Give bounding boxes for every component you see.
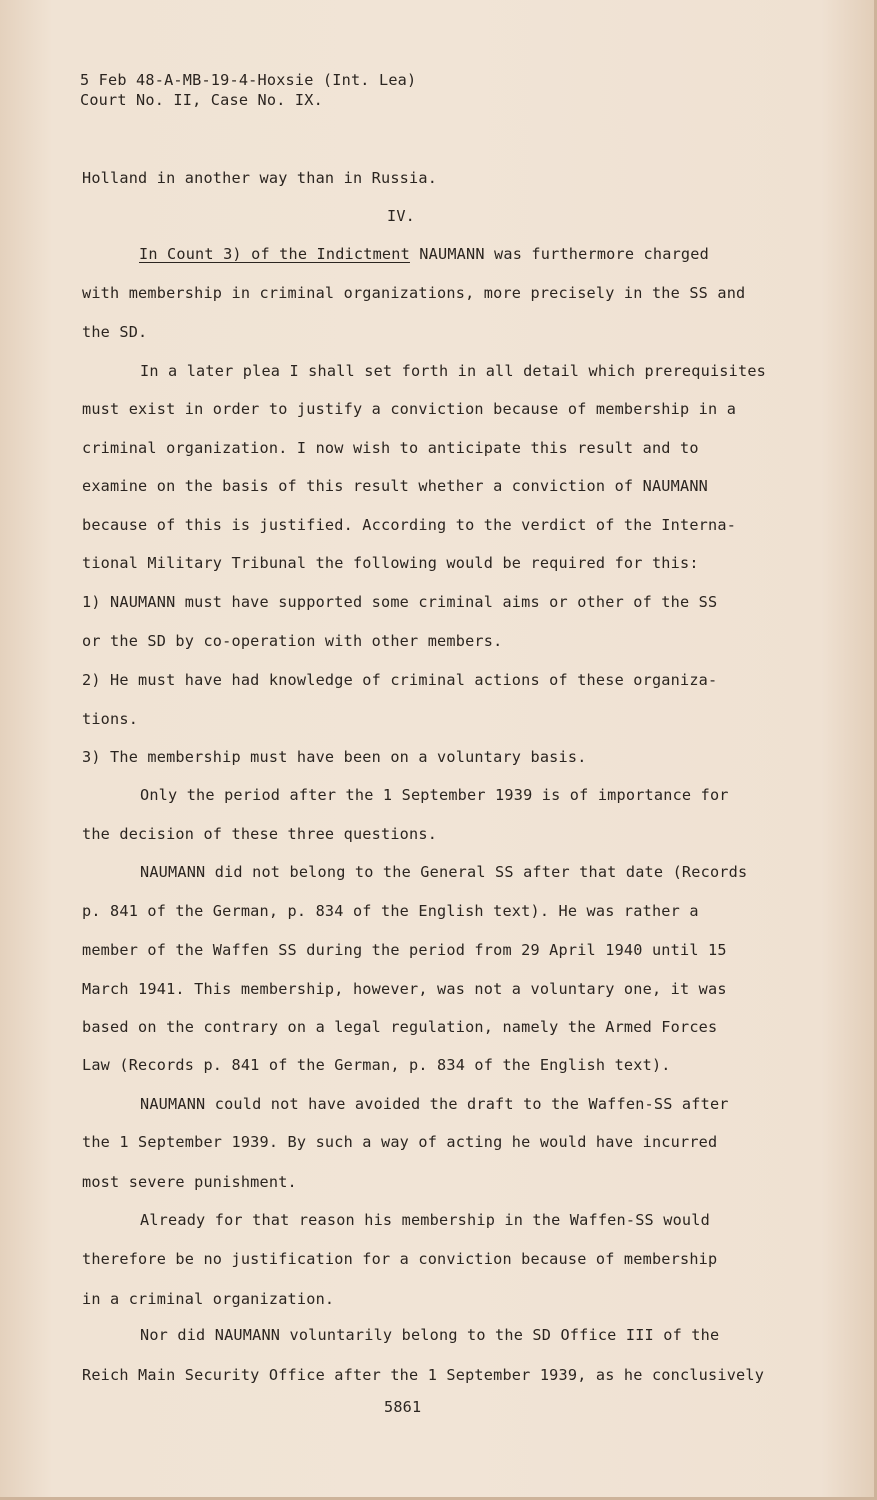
page-number: 5861 [384, 1398, 422, 1416]
paragraph-2-line-4: examine on the basis of this result whether a conviction of NAUMANN [82, 477, 709, 495]
paragraph-1-line-3: the SD. [82, 323, 148, 341]
paragraph-1-line-2: with membership in criminal organizations, more precisely in the SS and [82, 284, 746, 302]
indictment-reference: In Count 3) of the Indictment [139, 245, 410, 263]
paragraph-4-line-5: based on the contrary on a legal regulation, namely the Armed Forces [82, 1018, 718, 1036]
paragraph-6-line-3: in a criminal organization. [82, 1290, 335, 1308]
paragraph-3-line-1: Only the period after the 1 September 1939 is of importance for [140, 786, 729, 804]
paragraph-4-line-2: p. 841 of the German, p. 834 of the English text). He was rather a [82, 902, 699, 920]
paragraph-6-line-2: therefore be no justification for a conviction because of membership [82, 1250, 718, 1268]
paragraph-2-line-2: must exist in order to justify a conviction because of membership in a [82, 400, 737, 418]
paragraph-1-line-1 [139, 245, 709, 263]
paragraph-2-line-3: criminal organization. I now wish to anticipate this result and to [82, 439, 699, 457]
paragraph-2-line-1: In a later plea I shall set forth in all detail which prerequisites [140, 362, 767, 380]
paragraph-3-line-2: the decision of these three questions. [82, 825, 438, 843]
list-item-3-line-1: 3) The membership must have been on a voluntary basis. [82, 748, 587, 766]
header-line-1: 5 Feb 48-A-MB-19-4-Hoxsie (Int. Lea) [80, 71, 417, 89]
paragraph-2-line-6: tional Military Tribunal the following would be required for this: [82, 554, 699, 572]
paragraph-7-line-2: Reich Main Security Office after the 1 September 1939, as he conclusively [82, 1366, 765, 1384]
paragraph-4-line-1: NAUMANN did not belong to the General SS after that date (Records [140, 863, 748, 881]
paragraph-2-line-5: because of this is justified. According to the verdict of the Interna- [82, 516, 737, 534]
paragraph-7-line-1: Nor did NAUMANN voluntarily belong to the SD Office III of the [140, 1326, 720, 1344]
paragraph-4-line-3: member of the Waffen SS during the period from 29 April 1940 until 15 [82, 941, 727, 959]
list-item-1-line-1: 1) NAUMANN must have supported some criminal aims or other of the SS [82, 593, 718, 611]
paragraph-4-line-4: March 1941. This membership, however, was not a voluntary one, it was [82, 980, 727, 998]
paragraph-4-line-6: Law (Records p. 841 of the German, p. 834 of the English text). [82, 1056, 671, 1074]
list-item-2-line-1: 2) He must have had knowledge of criminal actions of these organiza- [82, 671, 718, 689]
list-item-2-line-2: tions. [82, 710, 139, 728]
paragraph-1-line-1-rest: NAUMANN was furthermore charged [409, 245, 709, 263]
paragraph-5-line-1: NAUMANN could not have avoided the draft to the Waffen-SS after [140, 1095, 729, 1113]
continuation-line: Holland in another way than in Russia. [82, 169, 438, 187]
header-line-2: Court No. II, Case No. IX. [80, 91, 323, 109]
section-heading: IV. [387, 207, 416, 225]
list-item-1-line-2: or the SD by co-operation with other members. [82, 632, 503, 650]
paragraph-5-line-2: the 1 September 1939. By such a way of acting he would have incurred [82, 1133, 718, 1151]
paragraph-5-line-3: most severe punishment. [82, 1173, 297, 1191]
paragraph-6-line-1: Already for that reason his membership in the Waffen-SS would [140, 1211, 710, 1229]
